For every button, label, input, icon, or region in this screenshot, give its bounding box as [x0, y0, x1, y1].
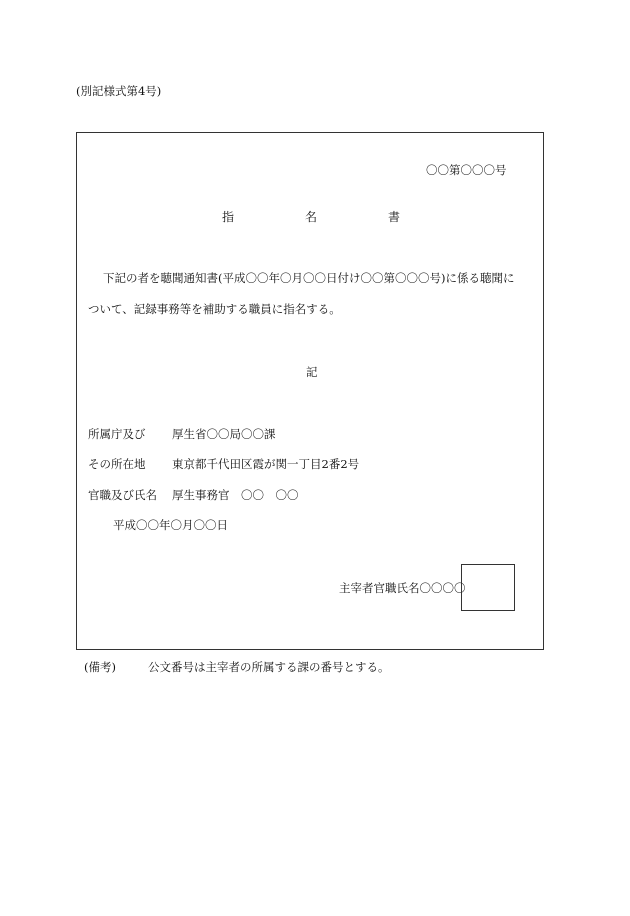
title-char: 名: [304, 210, 317, 224]
remarks-text: 公文番号は主宰者の所属する課の番号とする。: [148, 660, 390, 674]
agency-label: 所属庁及び: [88, 427, 146, 441]
ki-heading: 記: [306, 365, 318, 379]
body-text-line: ついて、記録事務等を補助する職員に指名する。: [88, 302, 341, 316]
presider-name: 主宰者官職氏名〇〇〇〇: [339, 581, 466, 595]
address-value: 東京都千代田区霞が関一丁目2番2号: [172, 457, 360, 471]
title-char: 指: [222, 210, 235, 224]
form-number-label: (別記様式第4号): [76, 84, 162, 98]
issue-date: 平成〇〇年〇月〇〇日: [113, 518, 228, 532]
official-name-label: 官職及び氏名: [88, 488, 157, 502]
remarks-label: (備考): [84, 660, 116, 674]
agency-value: 厚生省〇〇局〇〇課: [172, 427, 276, 441]
document-number: 〇〇第〇〇〇号: [426, 163, 507, 177]
document-title: [222, 211, 400, 223]
address-label: その所在地: [88, 457, 146, 471]
official-name-value: 厚生事務官 〇〇 〇〇: [172, 488, 299, 502]
seal-box: [461, 564, 515, 611]
title-char: 書: [387, 210, 400, 224]
body-text-line: 下記の者を聴聞通知書(平成〇〇年〇月〇〇日付け〇〇第〇〇〇号)に係る聴聞に: [103, 271, 515, 285]
